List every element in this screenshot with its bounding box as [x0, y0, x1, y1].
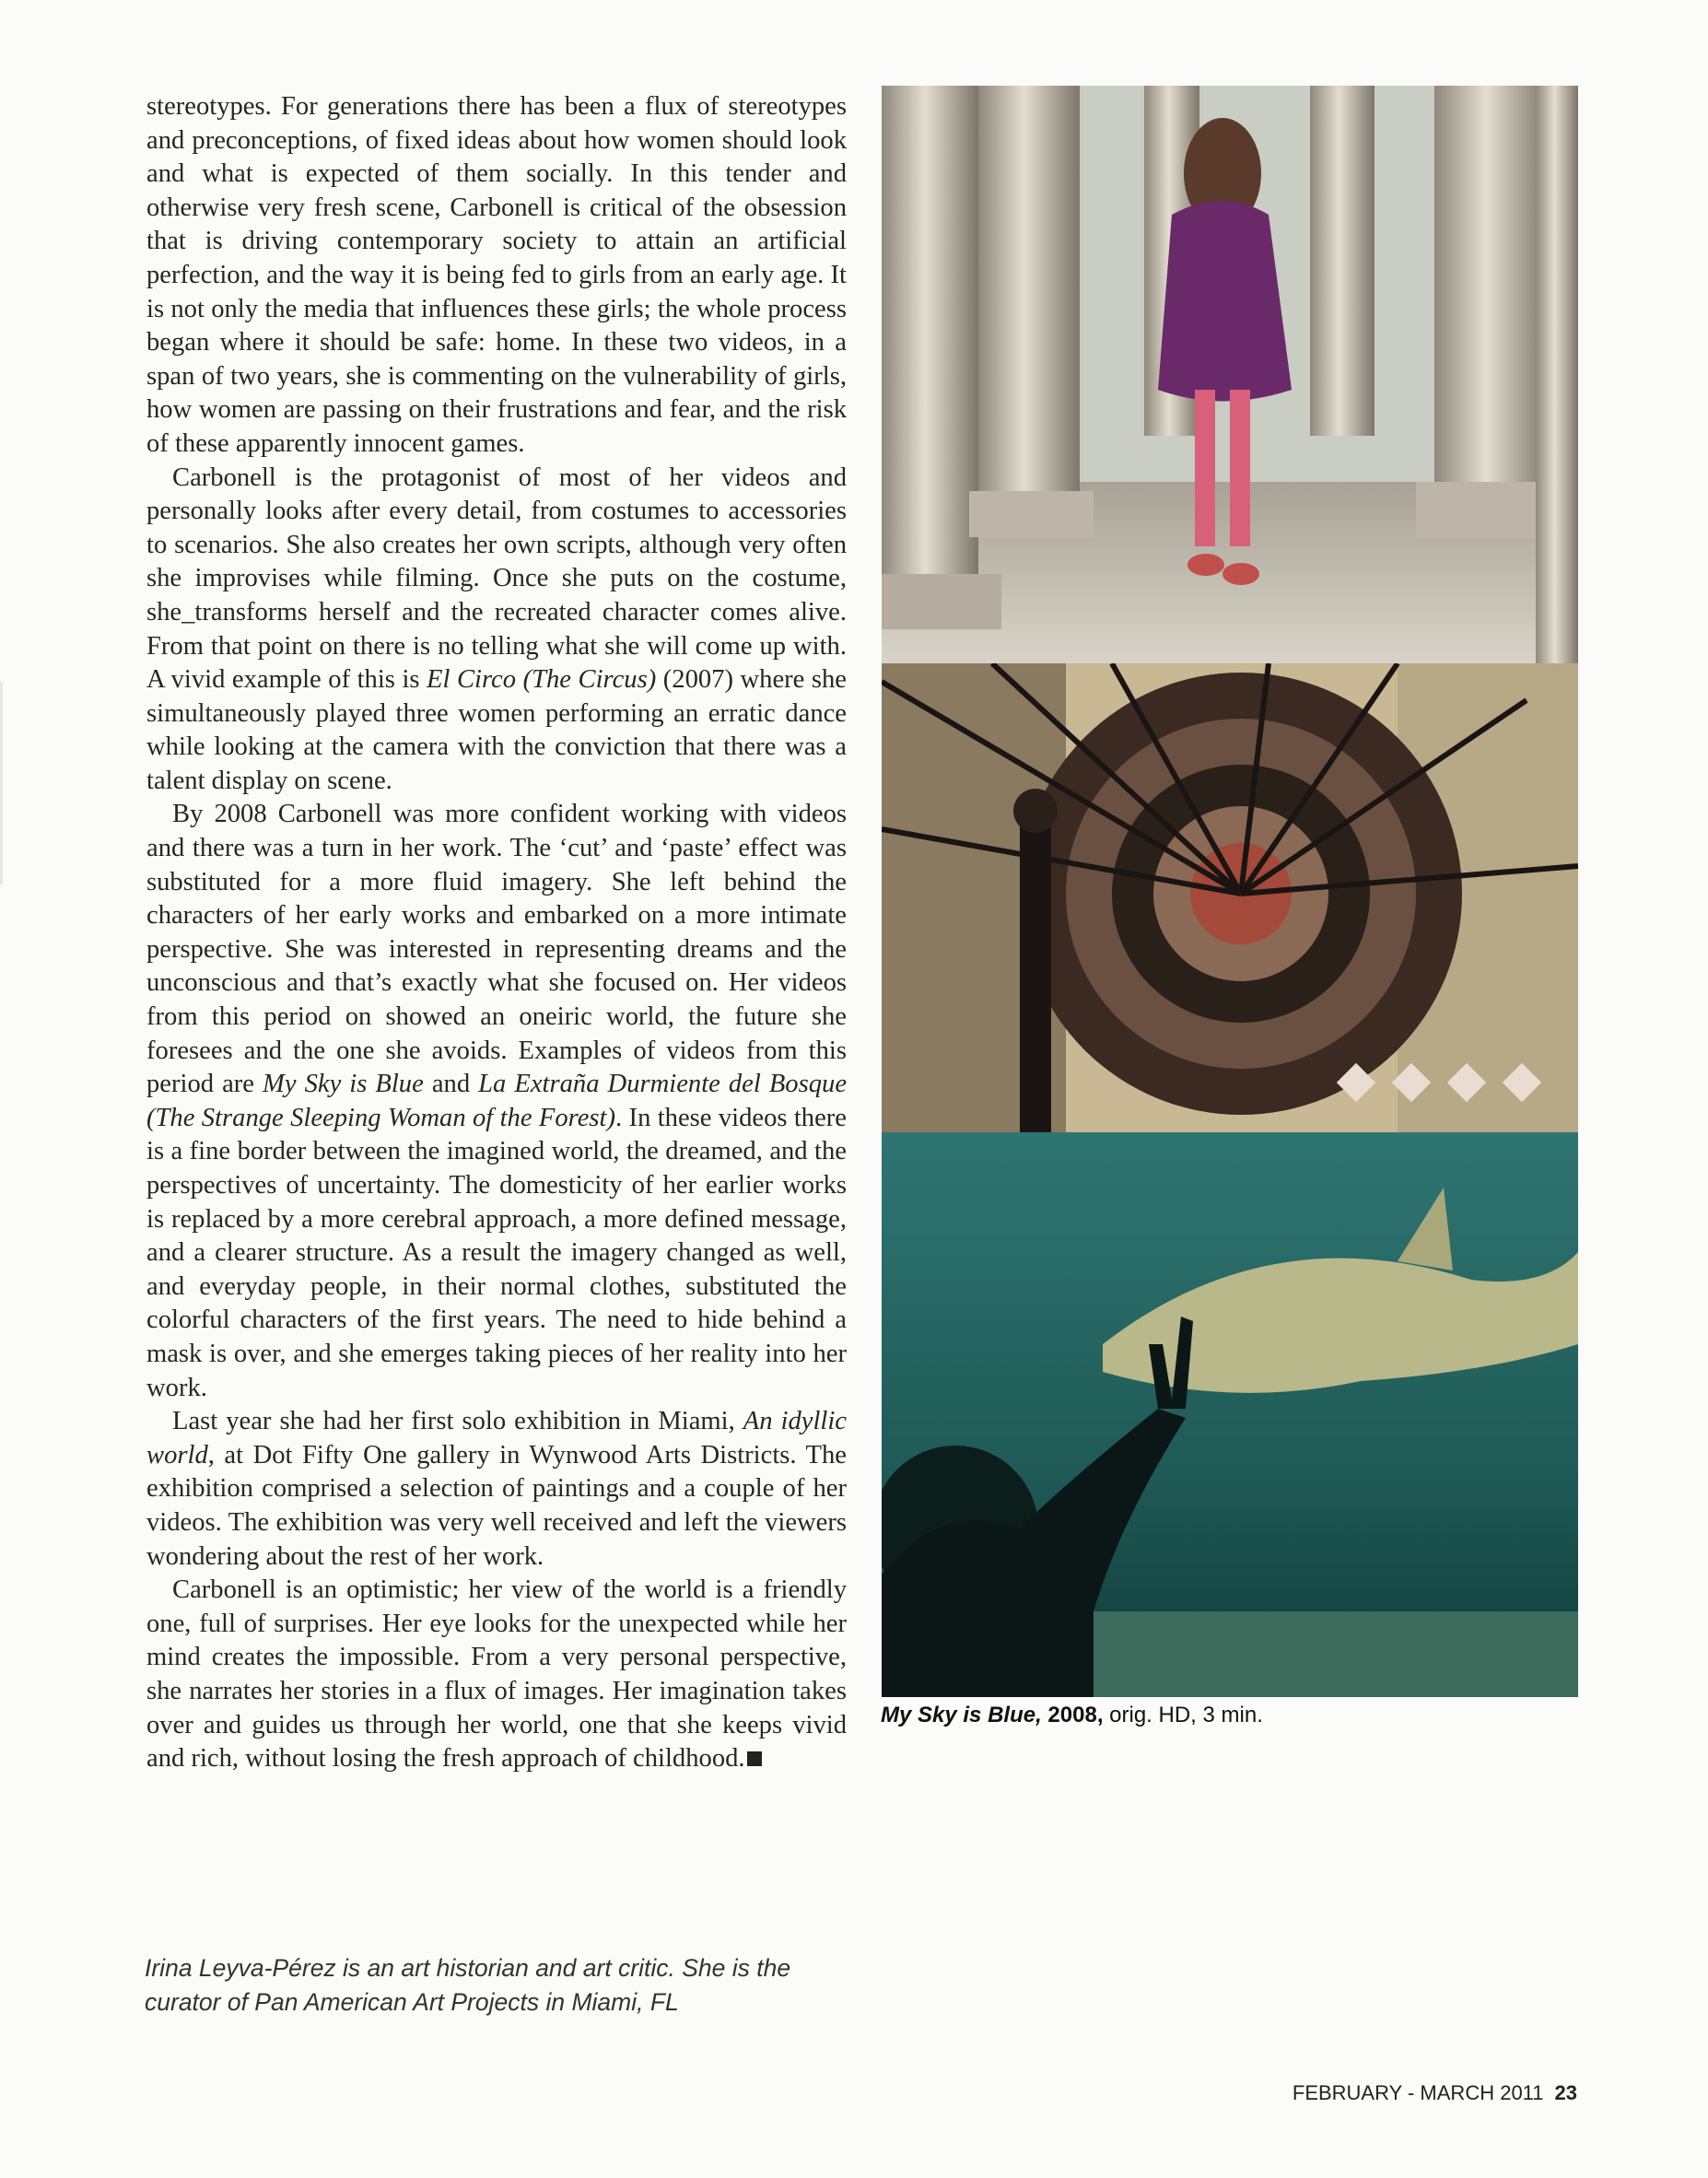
caption-year: 2008,: [1047, 1703, 1104, 1727]
caption-details: orig. HD, 3 min.: [1109, 1703, 1263, 1727]
text-run: Last year she had her first solo exhibition in Miami,: [172, 1407, 743, 1436]
photo-caption: [881, 1703, 1263, 1728]
caption-title: My Sky is Blue,: [881, 1703, 1042, 1727]
text-run: By 2008 Carbonell was more confident working with videos and there was a turn in her work. The ‘cut’ and ‘paste’ effect was substituted for a more fluid imagery. She left behind the characters of her early works and embarked on a more intimate perspective. She was interested in representing dreams and the unconscious and that’s exactly what she focused on. Her videos from this period on showed an oneiric world, the future she foresees and the one she avoids. Examples of videos from this period are: [146, 800, 847, 1099]
page-edge-shadow: [0, 682, 3, 884]
photo-spiral-staircase: [882, 663, 1578, 1132]
italic-title: El Circo (The Circus): [427, 665, 657, 695]
article-paragraph: [146, 1574, 847, 1776]
italic-title: La Extraña Durmiente del Bosque (The Strange Sleeping Woman of the Forest): [146, 1070, 848, 1132]
text-run: Carbonell is an optimistic; her view of the world is a friendly one, full of surprises. Her eye looks for the unexpected while her mind creates the impossible. From a very personal perspective, she narrates her stories in a flux of images. Her imagination takes over and guides us through her world, one that she keeps vivid and rich, without losing the fresh approach of childhood.: [146, 1575, 847, 1774]
photo-aquarium-shark: [882, 1132, 1578, 1697]
article-paragraph: [146, 462, 847, 799]
text-run: and: [423, 1070, 479, 1099]
article-body: [146, 90, 847, 1776]
author-bio: Irina Leyva-Pérez is an art historian and art critic. She is the curator of Pan American Art Projects in Miami, FL: [145, 1954, 791, 2016]
text-run: Carbonell is the protagonist of most of her videos and personally looks after every detail, from costumes to accessories to scenarios. She also creates her own scripts, although very often she improvises while filming. Once she puts on the costume, she_transforms herself and the recreated character comes alive. From that point on there is no telling what she will come up with. A vivid example of this is: [146, 463, 847, 695]
article-paragraph: [146, 1405, 847, 1574]
end-of-article-mark: [747, 1751, 762, 1766]
article-paragraph: [146, 798, 847, 1405]
photo-girl-columns: [882, 86, 1578, 663]
italic-title: My Sky is Blue: [263, 1070, 424, 1099]
article-paragraph: [146, 90, 847, 462]
text-run: , at Dot Fifty One gallery in Wynwood Arts Districts. The exhibition comprised a selection of paintings and a couple of her videos. The exhibition was very well received and left the viewers wondering about the rest of her work.: [146, 1440, 847, 1571]
photo-column: [882, 86, 1578, 1697]
page-footer: [1293, 2081, 1577, 2105]
italic-title: An idyllic world: [146, 1407, 847, 1470]
issue-date: FEBRUARY - MARCH 2011: [1292, 2081, 1544, 2104]
text-run: stereotypes. For generations there has been a flux of stereotypes and preconceptions, of fixed ideas about how women should look and what is expected of them socially. In this tender and otherwise very fresh scene, Carbonell is critical of the obsession that is driving contemporary society to attain an artificial perfection, and the way it is being fed to girls from an early age. It is not only the media that influences these girls; the whole process began where it should be safe: home. In these two videos, in a span of two years, she is commenting on the vulnerability of girls, how women are passing on their frustrations and fear, and the risk of these apparently innocent games.: [146, 92, 847, 458]
page-number: 23: [1554, 2081, 1577, 2104]
text-run: (2007) where she simultaneously played three women performing an erratic dance while looking at the camera with the conviction that there was a talent display on scene.: [146, 665, 847, 795]
text-run: . In these videos there is a fine border between the imagined world, the dreamed, and the perspectives of uncertainty. The domesticity of her earlier works is replaced by a more cerebral approach, a more defined message, and a clearer structure. As a result the imagery changed as well, and everyday people, in their normal clothes, substituted the colorful characters of the first years. The need to hide behind a mask is over, and she emerges taking pieces of her reality into her work.: [146, 1103, 847, 1402]
